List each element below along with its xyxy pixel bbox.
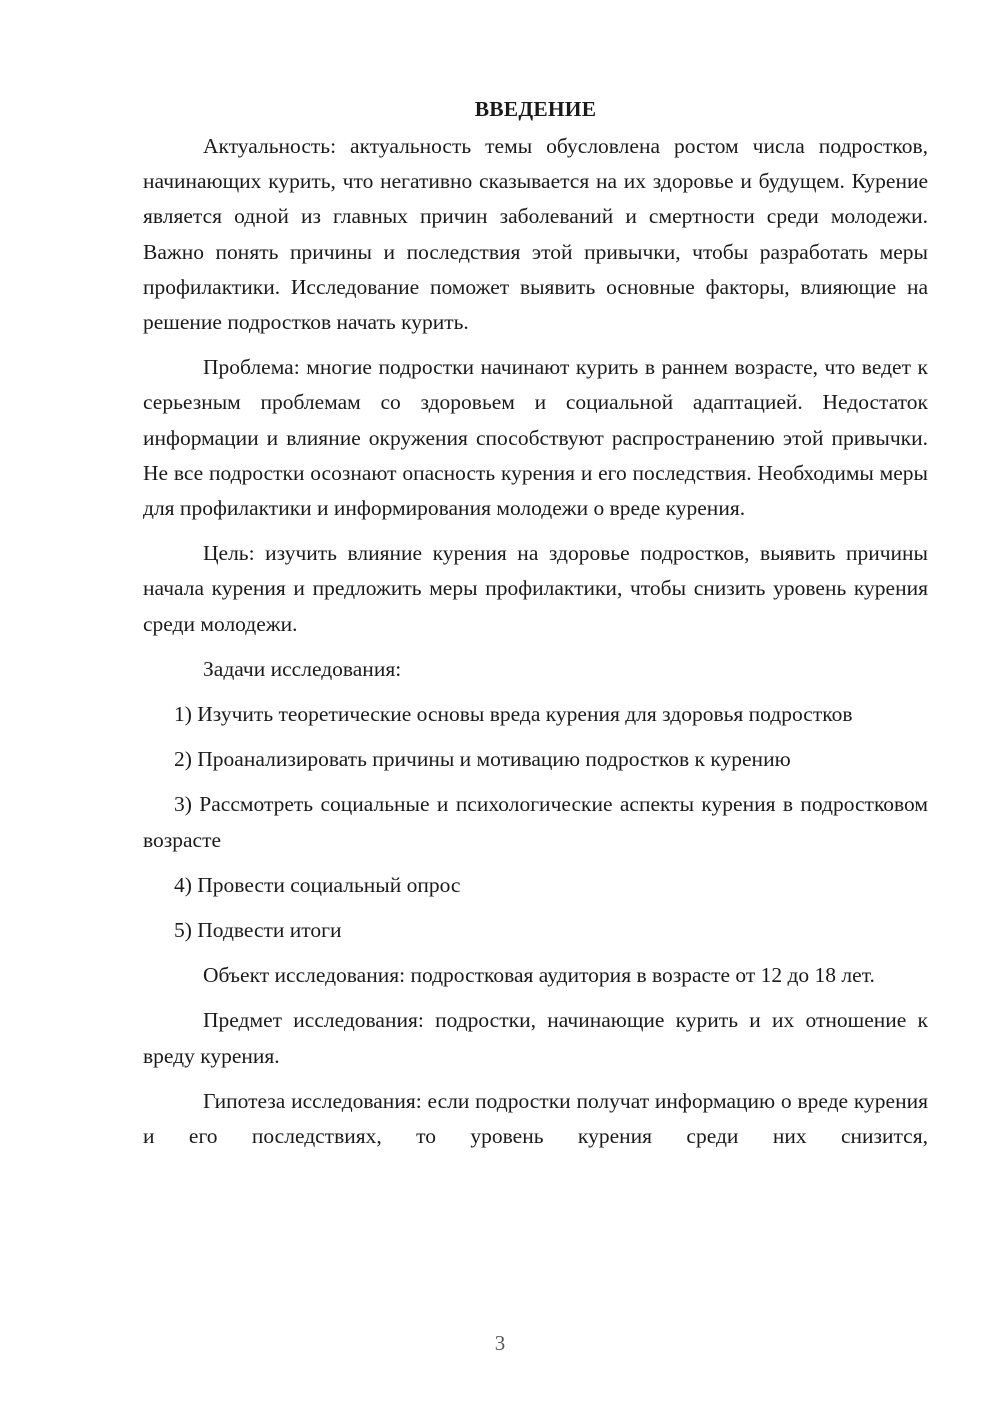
- paragraph-problem: Проблема: многие подростки начинают курить в раннем возрасте, что ведет к серьезным проблемам со здоровьем и социальной адаптацией. Недостаток информации и влияние окружения способствуют распространению этой привычки. Не все подростки осознают опасность курения и его последствия. Необходимы меры для профилактики и информирования молодежи о вреде курения.: [143, 355, 928, 521]
- list-item: 2) Проанализировать причины и мотивацию подростков к курению: [174, 747, 791, 772]
- paragraph-hypothesis: Гипотеза исследования: если подростки получат информацию о вреде курения и его последствиях, то уровень курения среди них снизится,: [143, 1088, 928, 1149]
- tasks-list: [143, 697, 928, 948]
- paragraph-subject: Предмет исследования: подростки, начинающие курить и их отношение к вреду курения.: [143, 1008, 928, 1068]
- list-item: 5) Подвести итоги: [174, 918, 342, 943]
- document-page: [143, 92, 928, 1164]
- paragraph-object: Объект исследования: подростковая аудитория в возрасте от 12 до 18 лет.: [203, 963, 875, 988]
- list-item: 1) Изучить теоретические основы вреда курения для здоровья подростков: [174, 702, 853, 727]
- page-number: 3: [494, 1331, 506, 1355]
- section-title: ВВЕДЕНИЕ: [474, 97, 597, 121]
- list-item: 4) Провести социальный опрос: [174, 872, 461, 897]
- paragraph-relevance: Актуальность: актуальность темы обусловлена ростом числа подростков, начинающих курить, что негативно сказывается на их здоровье и будущем. Курение является одной из главных причин заболеваний и смертности среди молодежи. Важно понять причины и последствия этой привычки, чтобы разработать меры профилактики. Исследование поможет выявить основные факторы, влияющие на решение подростков начать курить.: [143, 134, 928, 335]
- list-item: 3) Рассмотреть социальные и психологические аспекты курения в подростковом возрасте: [143, 792, 928, 852]
- tasks-heading: Задачи исследования:: [203, 656, 402, 681]
- paragraph-goal: Цель: изучить влияние курения на здоровье подростков, выявить причины начала курения и предложить меры профилактики, чтобы снизить уровень курения среди молодежи.: [143, 541, 928, 636]
